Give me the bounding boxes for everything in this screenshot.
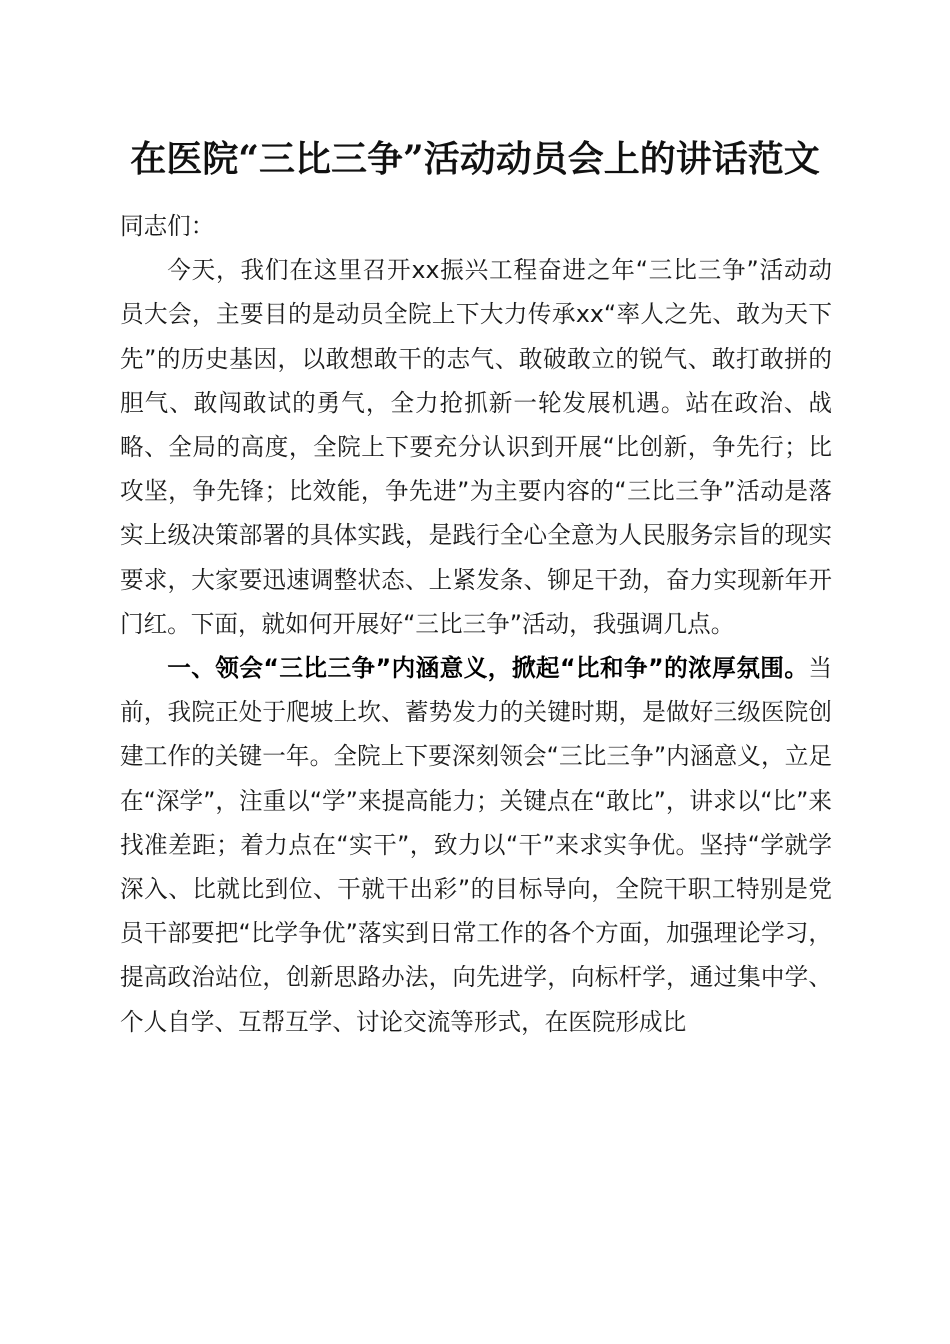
paragraph-intro-text: 今天，我们在这里召开xx振兴工程奋进之年“三比三争”活动动员大会，主要目的是动员全院上下大力传承xx“率人之先、敢为天下先”的历史基因，以敢想敢干的志气、敢破敢立的锐气、敢打敢拼的胆气、敢闯敢试的勇气，全力抢抓新一轮发展机遇。站在政治、战略、全局的高度，全院上下要充分认识到开展“比创新，争先行；比攻坚，争先锋；比效能，争先进”为主要内容的“三比三争”活动是落实上级决策部署的具体实践，是践行全心全意为人民服务宗旨的现实要求，大家要迅速调整状态、上紧发条、铆足干劲，奋力实现新年开门红。下面，就如何开展好“三比三争”活动，我强调几点。 bbox=[120, 256, 832, 638]
section-1-heading: 一、领会“三比三争”内涵意义，掀起“比和争”的浓厚氛围。 bbox=[167, 654, 809, 683]
paragraph-intro bbox=[120, 248, 832, 646]
salutation: 同志们： bbox=[120, 212, 215, 240]
paragraph-section-1 bbox=[120, 646, 832, 1044]
document-body bbox=[120, 204, 832, 1044]
document-title: 在医院“三比三争”活动动员会上的讲话范文 bbox=[130, 138, 820, 180]
section-1-text: 当前，我院正处于爬坡上坎、蓄势发力的关键时期，是做好三级医院创建工作的关键一年。全院上下要深刻领会“三比三争”内涵意义，立足在“深学”，注重以“学”来提高能力；关键点在“敢比”，讲求以“比”来找准差距；着力点在“实干”，致力以“干”来求实争优。坚持“学就学深入、比就比到位、干就干出彩”的目标导向，全院干职工特别是党员干部要把“比学争优”落实到日常工作的各个方面，加强理论学习，提高政治站位，创新思路办法，向先进学，向标杆学，通过集中学、个人自学、互帮互学、讨论交流等形式，在医院形成比 bbox=[120, 654, 832, 1036]
